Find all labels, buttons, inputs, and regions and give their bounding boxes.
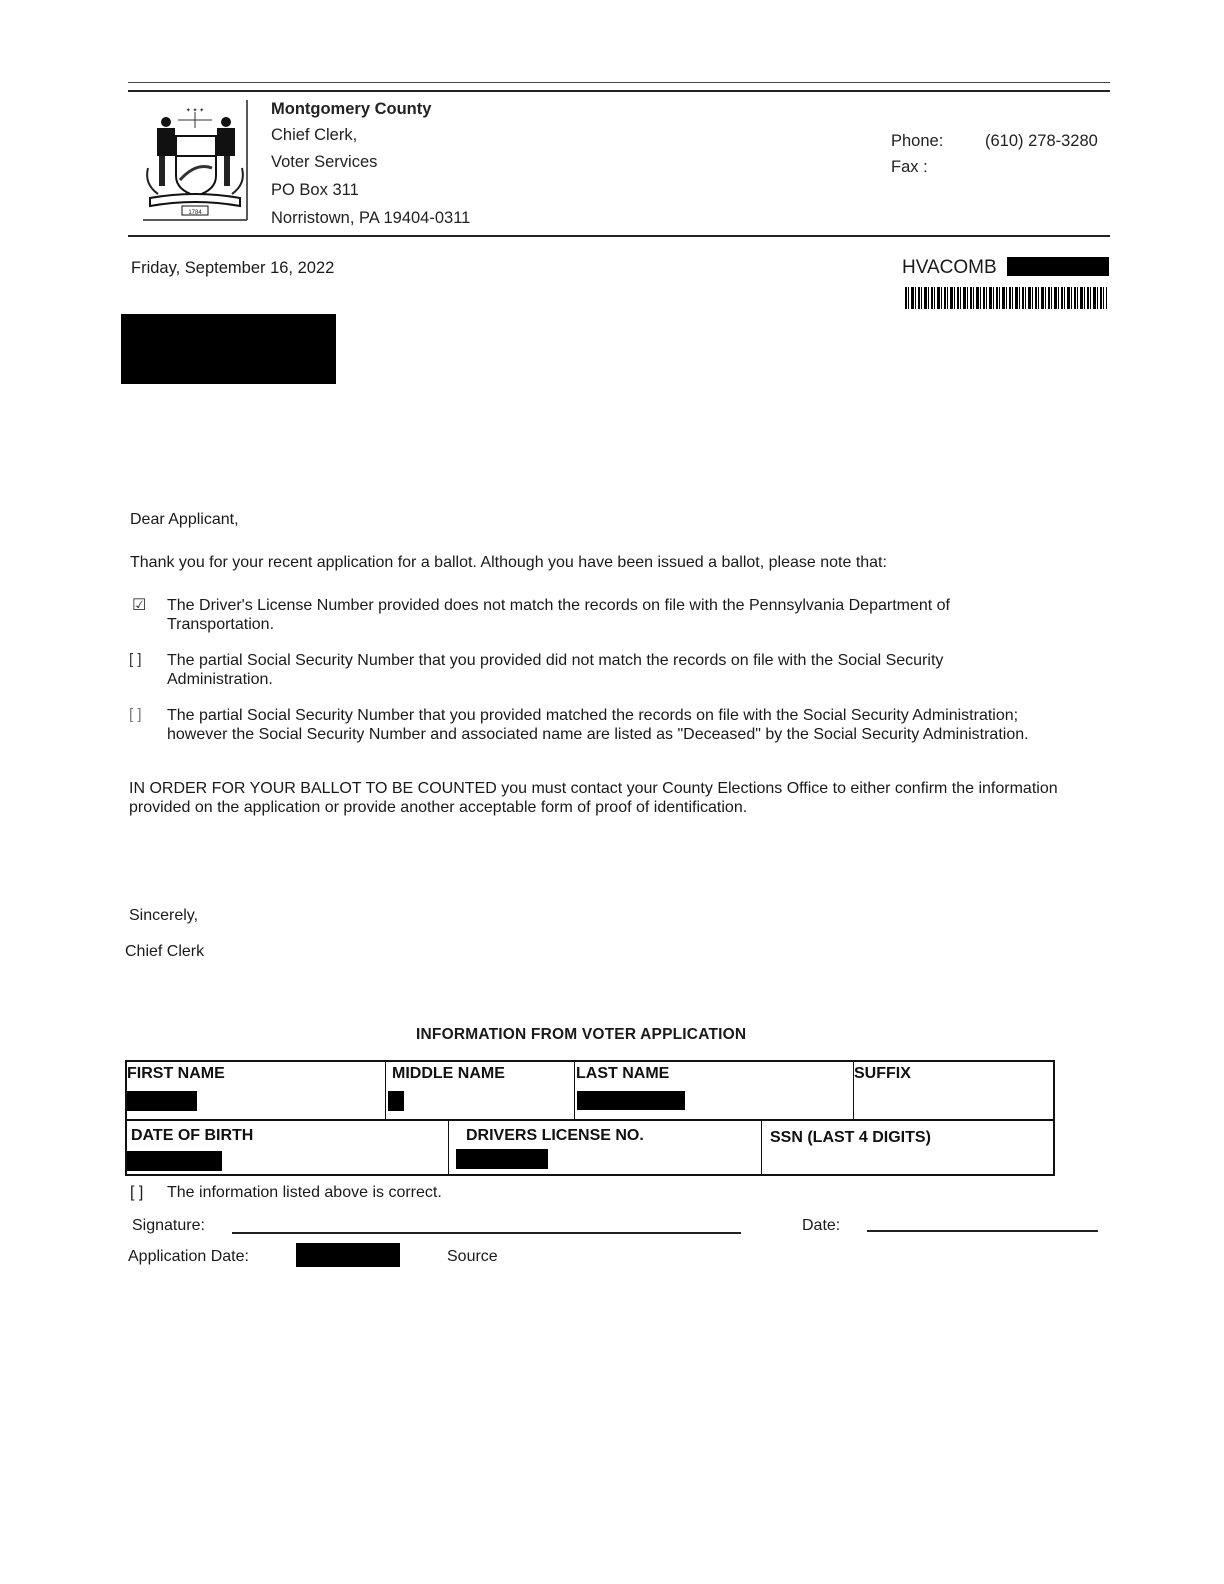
intro-paragraph: Thank you for your recent application for a ballot. Although you have been issued a ballot, please note that: [130,554,887,571]
unchecked-checkbox-icon[interactable]: [ ] [129,651,142,668]
barcode-icon [905,287,1107,309]
table-divider [448,1119,449,1176]
last-name-label: LAST NAME [576,1065,670,1082]
table-border [125,1174,1055,1176]
redacted-recipient-address [121,314,336,384]
unchecked-checkbox-icon[interactable]: [ ] [129,706,142,723]
fax-label: Fax : [891,158,928,176]
table-divider [761,1119,762,1176]
svg-text:✦ ✦ ✦: ✦ ✦ ✦ [185,108,205,114]
table-border [125,1060,1055,1062]
table-divider [574,1060,575,1120]
checked-checkbox-icon[interactable]: ☑ [132,597,147,614]
address-line: Voter Services [271,153,378,171]
svg-text:1784: 1784 [188,210,202,216]
phone-label: Phone: [891,132,944,150]
redacted-first-name [127,1091,197,1111]
instruction-paragraph: IN ORDER FOR YOUR BALLOT TO BE COUNTED you must contact your County Elections Office to either confirm the information provided on the application or provide another acceptable form of proof of identification. [129,780,1058,816]
ssn-label: SSN (LAST 4 DIGITS) [770,1129,931,1146]
redacted-drivers-license [456,1149,548,1169]
first-name-label: FIRST NAME [127,1065,225,1082]
confirm-text: The information listed above is correct. [167,1184,442,1201]
suffix-label: SUFFIX [854,1065,911,1082]
redacted-date-of-birth [127,1151,222,1171]
notice-item-text: The partial Social Security Number that you provided did not match the records on file with the Social Security Administration. [167,652,944,688]
signature-label: Signature: [132,1217,205,1234]
date-line[interactable] [867,1230,1098,1232]
org-name: Montgomery County [271,100,432,118]
source-label: Source [447,1248,498,1265]
barcode-label: HVACOMB [902,257,997,278]
redacted-application-date [296,1243,400,1267]
address-line: Chief Clerk, [271,126,358,144]
address-line: PO Box 311 [271,181,359,199]
table-border [1053,1060,1055,1176]
application-date-label: Application Date: [128,1248,249,1265]
notice-item-text: The partial Social Security Number that you provided matched the records on file with the Social Security Administration; however the Social Security Number and associated name are listed as "Deceased" by the Social Security Administration. [167,707,1029,743]
application-info-title: INFORMATION FROM VOTER APPLICATION [416,1026,747,1043]
notice-item-text: The Driver's License Number provided does not match the records on file with the Pennsylvania Department of Transportation. [167,597,950,633]
top-rule-thin [128,82,1110,83]
header-bottom-rule [128,235,1110,237]
table-border [125,1119,1055,1121]
address-line: Norristown, PA 19404-0311 [271,209,471,227]
top-rule [128,90,1110,92]
salutation: Dear Applicant, [130,511,239,528]
middle-name-label: MIDDLE NAME [392,1065,505,1082]
signer-title: Chief Clerk [125,943,205,960]
drivers-license-label: DRIVERS LICENSE NO. [466,1127,644,1144]
closing: Sincerely, [129,907,199,924]
date-of-birth-label: DATE OF BIRTH [131,1127,254,1144]
confirm-checkbox[interactable]: [ ] [130,1184,144,1201]
redacted-middle-name [388,1091,404,1111]
county-seal-icon [140,98,250,222]
redacted-last-name [577,1091,685,1110]
signature-line[interactable] [232,1232,741,1234]
phone-value: (610) 278-3280 [985,132,1098,150]
table-divider [385,1060,386,1120]
date-label: Date: [802,1217,841,1234]
redacted-barcode-id [1007,257,1109,276]
letter-date: Friday, September 16, 2022 [131,259,335,277]
